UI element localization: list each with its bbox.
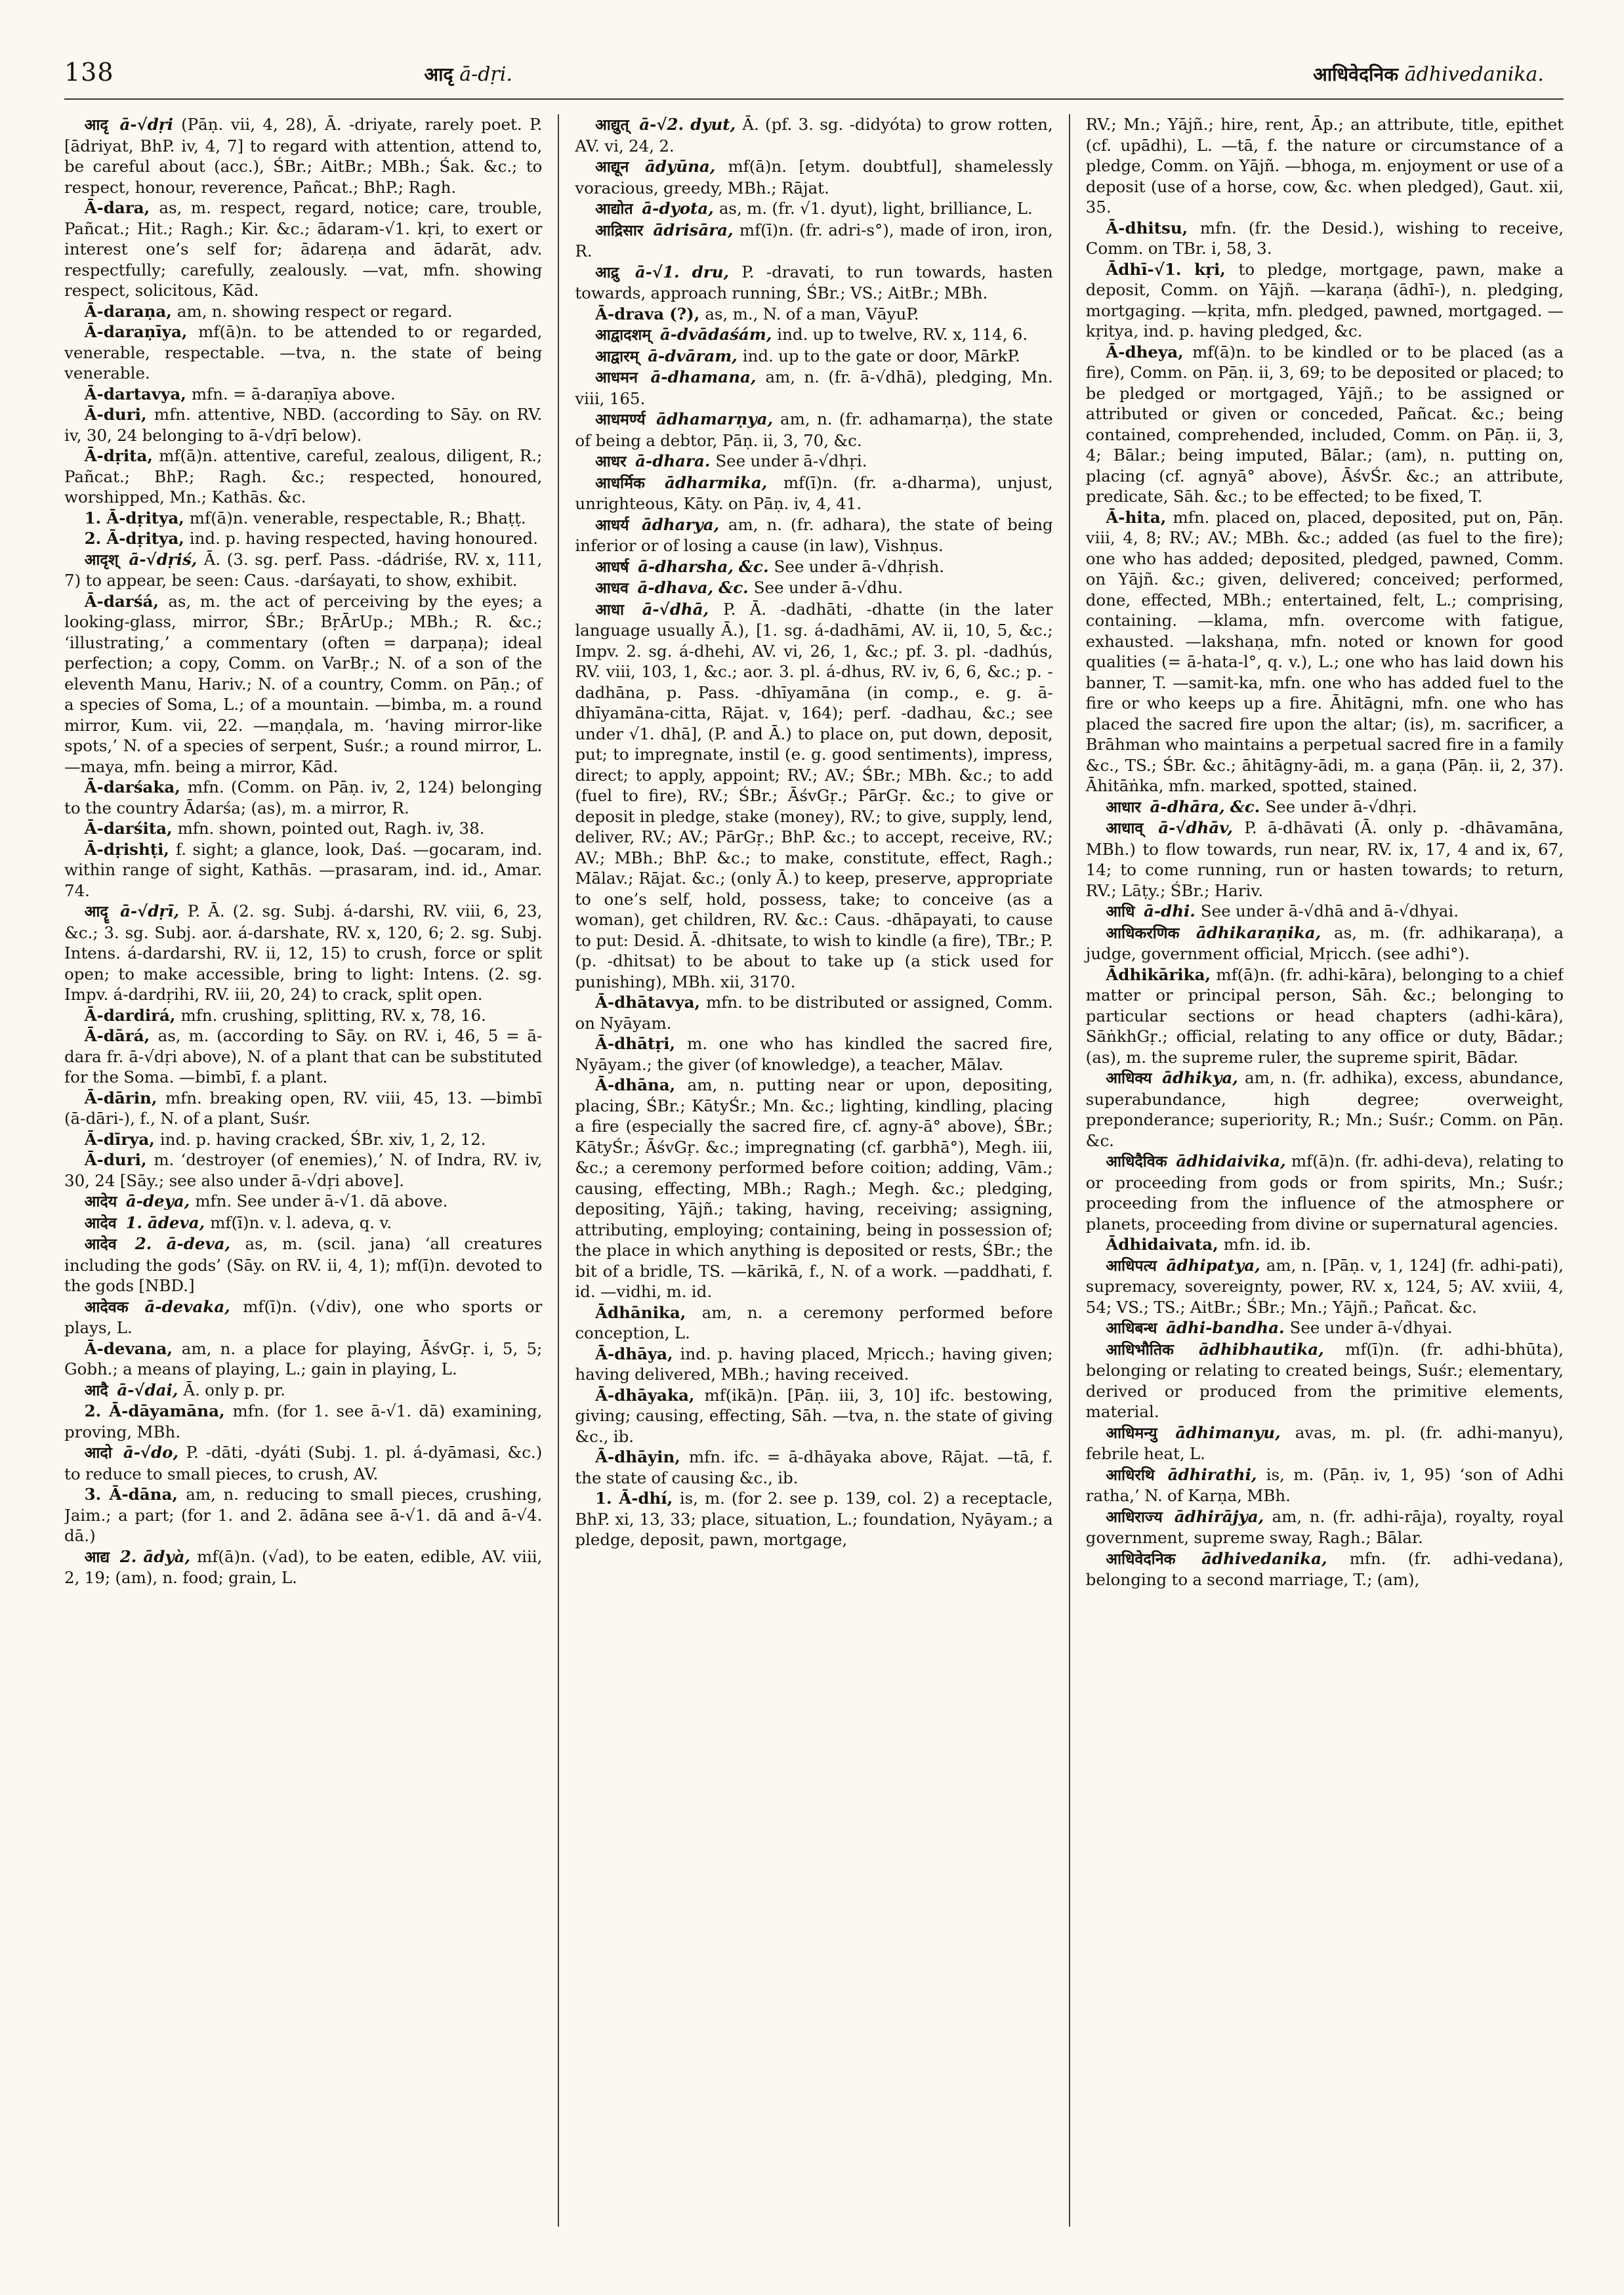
dictionary-entry (575, 262, 1052, 304)
dictionary-entry (1086, 901, 1564, 922)
dictionary-entry (64, 528, 542, 549)
dictionary-entry (575, 1447, 1052, 1488)
dictionary-entry (1086, 1506, 1564, 1548)
dictionary-entry (64, 384, 542, 405)
headword: Ā-dīrya, (84, 1129, 160, 1149)
entry-text: as, m. the act of perceiving by the eyes; a looking-glass, mirror, ŚBr.; BṛĀrUp.; MBh.; R. &c.; ‘illustrating,’ a commentary (often = darpaṇa); ideal perfection; a copy, Comm. on VarBṛ.; N. of a son of the eleventh Manu, Hariv.; N. of a country, Comm. on Pāṇ.; of a species of Soma, L.; of a mountain. —bimba, m. a round mirror, Kum. vii, 22. —maṇḍala, m. ‘having mirror-like spots,’ N. of a species of serpent, Suśr.; a round mirror, L. —maya, mfn. being a mirror, Kād. (64, 591, 543, 776)
headword: Ā-daraṇa, (84, 301, 177, 321)
headword: Ā-dartavya, (84, 384, 192, 403)
entry-text: See under ā-√dhṛi. (1265, 796, 1417, 816)
entry-text: am, n. (fr. adhi-rāja), royalty, royal government, supreme sway, Ragh.; Bālar. (1085, 1506, 1564, 1547)
devanagari-headword: आधर (594, 453, 632, 470)
entry-text: mfn. shown, pointed out, Ragh. iv, 38. (177, 819, 485, 838)
dictionary-entry (1086, 1255, 1564, 1318)
dictionary-entry (575, 198, 1052, 220)
entry-text: mfn. placed on, placed, deposited, put on, Pāṇ. viii, 4, 8; RV.; AV.; MBh. &c.; added (as fuel to the fire); one who has added; deposited, pledged, pawned, Comm. on Yājñ. &c.; given, delivered; conceived; performed, done, effected, MBh.; entertained, felt, L.; comprising, containing. —klama, mfn. overcome with fatigue, exhausted. —lakshaṇa, mfn. noted or known for good qualities (= ā-hata-l°, q. v.), L.; one who has laid down his banner, T. —samit-ka, mfn. one who has added fuel to the fire or who keeps up a fire. Āhitāgni, mfn. one who has placed the sacred fire upon the altar; (is), m. sacrificer, a Brāhman who maintains a perpetual sacred fire in a family &c., TS.; ŚBr. &c.; āhitāgny-ādi, m. a gaṇa (Pāṇ. ii, 2, 37). Āhitāṅka, mfn. marked, spotted, stained. (1085, 507, 1564, 795)
entry-text: ind. p. having respected, having honoured. (189, 529, 538, 548)
dictionary-entry (575, 1033, 1052, 1075)
devanagari-headword: आधिरथि (1106, 1466, 1164, 1484)
devanagari-headword: आधिक्य (1106, 1069, 1159, 1087)
headword: ā-dhava, &c. (637, 578, 754, 597)
headword: ā-√dṛiś, (129, 549, 204, 569)
headword: ā-dvādaśám, (659, 325, 778, 344)
headword: Ā-dheya, (1106, 342, 1193, 362)
headword: Ā-duri, (84, 1150, 154, 1169)
headword: 3. Ā-dāna, (84, 1485, 186, 1504)
devanagari-headword: आधर्मिक (594, 474, 661, 492)
entry-text: mf(ā)n. (fr. adhi-deva), relating to or proceeding from gods or from spirits, Mn.; Suśr.; proceeding from the influence of the atmosphere or planets, proceeding from divine or supernatural agencies. (1085, 1151, 1564, 1233)
entry-text: P. -dravati, to run towards, hasten towards, approach running, ŚBr.; VS.; AitBr.; MBh. (575, 262, 1053, 302)
entry-text: is, m. (for 2. see p. 139, col. 2) a receptacle, BhP. xi, 13, 33; place, situation, L.; foundation, Nyāyam.; a pledge, deposit, pawn, mortgage, (575, 1489, 1053, 1549)
entry-text: (Pāṇ. vii, 4, 28), Ā. -driyate, rarely poet. P. [ādriyat, BhP. iv, 4, 7] to regard with attention, attend to, be careful about (acc.), ŚBr.; AitBr.; MBh.; Śak. &c.; to respect, honour, reverence, Pañcat.; BhP.; Ragh. (64, 115, 543, 197)
column-1 (64, 114, 558, 2227)
devanagari-headword: आधाव् (1106, 819, 1155, 837)
entry-text: P. Ā. (2. sg. Subj. á-darshi, RV. viii, 6, 23, &c.; 3. sg. Subj. aor. á-darshate, RV. x, 120, 6; 2. sg. Subj. Intens. á-dardarshi, RV. ii, 12, 15) to crush, force or split open; to make accessible, bring to light: Intens. (2. sg. Impv. á-dardṛihi, RV. iii, 20, 24) to crack, split open. (64, 901, 543, 1004)
dictionary-entry (1086, 1151, 1564, 1234)
entry-text: am, n. [Pāṇ. v, 1, 124] (fr. adhi-pati), supremacy, sovereignty, power, RV. x, 124, 5; AV. xviii, 4, 54; VS.; TS.; AitBr.; ŚBr.; Mn.; Yājñ.; Pañcat. &c. (1085, 1255, 1564, 1317)
devanagari-headword: आदो (84, 1444, 119, 1462)
entry-text: mfn. id. ib. (1223, 1235, 1311, 1254)
headword: ā-dhāra, &c. (1150, 796, 1266, 816)
headword: ā-√1. dru, (635, 262, 742, 281)
entry-text: ind. up to twelve, RV. x, 114, 6. (777, 325, 1028, 344)
entry-text: is, m. (Pāṇ. iv, 1, 95) ‘son of Adhi ratha,’ N. of Karṇa, MBh. (1085, 1464, 1564, 1505)
devanagari-headword: आदेव (84, 1214, 122, 1232)
entry-text: P. ā-dhāvati (Ā. only p. -dhāvamāna, MBh.) to flow towards, run near, RV. ix, 17, 4 and ix, 67, 14; to come running, run or hasten towards; to return, RV.; Lāṭy.; ŚBr.; Hariv. (1085, 818, 1564, 900)
dictionary-entry (64, 1484, 542, 1546)
dictionary-entry (64, 301, 542, 322)
dictionary-entry (64, 1338, 542, 1380)
headword: Ā-darśita, (84, 819, 178, 838)
dictionary-entry (64, 1442, 542, 1484)
headword: Ā-daraṇīya, (84, 322, 199, 341)
entry-text: mf(ā)n. (√ad), to be eaten, edible, AV. viii, 2, 19; (am), n. food; grain, L. (64, 1546, 543, 1587)
dictionary-entry (64, 839, 542, 901)
dictionary-entry (575, 514, 1052, 556)
headword: Ā-dhāyaka, (594, 1385, 705, 1405)
headword-transliteration: ādhivedanika. (1404, 63, 1544, 86)
devanagari-headword: आदेय (84, 1193, 122, 1210)
headword: ādharmika, (665, 472, 783, 492)
dictionary-entry (575, 1344, 1052, 1385)
entry-text: See under ā-√dhā and ā-√dhyai. (1200, 901, 1459, 920)
dictionary-entry (64, 508, 542, 529)
devanagari-headword: आधार (1106, 798, 1146, 816)
headword: Ā-dṛita, (84, 446, 159, 465)
dictionary-entry (64, 1005, 542, 1026)
header-last-word (874, 62, 1564, 87)
dictionary-entry (1086, 1422, 1564, 1464)
dictionary-entry (575, 114, 1052, 156)
devanagari-headword: आधमर्ण्य (594, 411, 653, 428)
devanagari-headword: आद्युत् (594, 116, 636, 134)
headword: Ā-dārá, (84, 1026, 158, 1045)
dictionary-entry (64, 404, 542, 445)
dictionary-entry (1086, 964, 1564, 1068)
headword: Ā-darśaka, (84, 777, 188, 796)
headword: ā-deya, (125, 1191, 196, 1210)
headword: ādrisāra, (653, 220, 739, 239)
headword: Ā-hita, (1106, 507, 1173, 527)
entry-text: am, n. reducing to small pieces, crushing, Jaim.; a part; (for 1. and 2. ādāna see ā-√1. dā and ā-√4. dā.) (64, 1485, 543, 1545)
entry-text: to pledge, mortgage, pawn, make a deposit, Comm. on Yājñ. —karaṇa (ādhī-), n. pledging, mortgaging. —kṛita, mfn. pledged, pawned, mortgaged. —kṛitya, ind. p. having pledged, &c. (1085, 259, 1564, 341)
headword: Ā-dṛishṭi, (84, 839, 177, 859)
headword: ādhirājya, (1174, 1506, 1272, 1526)
dictionary-entry (64, 777, 542, 818)
entry-text: mf(ā)n. venerable, respectable, R.; Bhaṭṭ. (189, 508, 526, 527)
devanagari-headword: आधमन (594, 369, 647, 386)
entry-text: am, n. (fr. adhika), excess, abundance, superabundance, high degree; overweight, preponderance; superiority, R.; Mn.; Suśr.; Comm. on Pāṇ. &c. (1085, 1068, 1564, 1150)
entry-text: mf(ī)n. (fr. adri-s°), made of iron, iron, R. (575, 220, 1053, 260)
devanagari-headword: आधा (594, 600, 638, 619)
entry-text: am, n. a ceremony performed before conception, L. (575, 1302, 1053, 1342)
headword: Ā-drava (?), (594, 304, 705, 323)
devanagari-headword: आधिवेदनिक (1106, 1550, 1198, 1568)
entry-text: as, m. (fr. √1. dyut), light, brilliance, L. (718, 199, 1033, 218)
dictionary-entry (1086, 218, 1564, 259)
entry-text: mfn. to be distributed or assigned, Comm. on Nyāyam. (575, 993, 1053, 1033)
entry-text: Ā. (pf. 3. sg. -didyóta) to grow rotten, AV. vi, 24, 2. (575, 115, 1053, 155)
dictionary-entry (575, 324, 1052, 346)
headword: ā-√do, (123, 1443, 186, 1462)
entry-text: mfn. (for 1. see ā-√1. dā) examining, proving, MBh. (64, 1401, 543, 1441)
devanagari-headword: आधिभौतिक (1106, 1340, 1195, 1359)
entry-text: mfn. (Comm. on Pāṇ. iv, 2, 124) belonging to the country Ādarśa; (as), m. a mirror, R. (64, 777, 543, 817)
dictionary-entry (575, 451, 1052, 472)
header-first-word (424, 62, 874, 87)
entry-text: am, n. (fr. adhara), the state of being inferior or of losing a cause (in law), Vishṇus. (575, 514, 1053, 555)
headword: 2. ādyà, (119, 1546, 198, 1566)
entry-text: See under ā-√dhyai. (1289, 1318, 1453, 1337)
devanagari-headword: आद्वारम् (594, 347, 644, 365)
devanagari-headword: आधर्ष (594, 558, 635, 576)
entry-text: See under ā-√dhṛish. (774, 556, 945, 576)
entry-text: mf(ī)n. (fr. adhi-bhūta), belonging or relating to created beings, Suśr.; elementary, derived or produced from the primitive elements, material. (1085, 1339, 1564, 1421)
headword: 1. Ā-dṛitya, (84, 508, 190, 527)
headword: Ā-dārin, (84, 1088, 165, 1107)
headword: Ā-darśá, (84, 591, 169, 611)
headword: ā-dvāram, (648, 346, 743, 365)
entry-text: P. -dāti, -dyáti (Subj. 1. pl. á-dyāmasi, &c.) to reduce to small pieces, to crush, AV. (64, 1443, 543, 1483)
entry-text: Ā. only p. pr. (183, 1380, 285, 1399)
dictionary-entry (64, 591, 542, 777)
dictionary-entry (575, 556, 1052, 578)
headword: Ā-dhāyin, (594, 1447, 689, 1466)
entry-text: mf(ā)n. to be attended to or regarded, venerable, respectable. —tva, n. the state of being venerable. (64, 322, 543, 382)
dictionary-entry (575, 1075, 1052, 1302)
dictionary-entry (575, 577, 1052, 599)
dictionary-entry (64, 114, 542, 197)
page-number: 138 (64, 58, 114, 87)
headword: Ā-devana, (84, 1338, 182, 1358)
headword: ā-dyota, (642, 199, 719, 218)
dictionary-entry (64, 321, 542, 384)
headword: ādhimanyu, (1175, 1422, 1295, 1442)
dictionary-entry (64, 1296, 542, 1338)
headword: Ā-dhātṛi, (594, 1034, 688, 1053)
devanagari-headword: आद्य (84, 1548, 116, 1566)
dictionary-entry (575, 156, 1052, 198)
dictionary-entry (1086, 1464, 1564, 1506)
devanagari-headword: आद्योत (594, 200, 638, 218)
entry-text: m. one who has kindled the sacred fire, Nyāyam.; the giver (of knowledge), a teacher, Mālav. (575, 1034, 1053, 1074)
dictionary-entry (64, 445, 542, 508)
devanagari-headword: आधिपत्य (1106, 1256, 1163, 1275)
dictionary-entry (1086, 507, 1564, 796)
headword: Ādhī-√1. kṛi, (1106, 259, 1239, 279)
entry-text: as, m. (fr. adhikaraṇa), a judge, government official, Mṛicch. (see adhi°). (1085, 922, 1564, 963)
headword: Ā-dhitsu, (1106, 218, 1200, 238)
dictionary-entry (64, 1025, 542, 1088)
headword: ā-√dai, (117, 1380, 184, 1399)
dictionary-entry (1086, 1548, 1564, 1590)
headword: ādhikya, (1162, 1068, 1245, 1087)
dictionary-entry (1086, 342, 1564, 507)
devanagari-headword: आदै (84, 1381, 114, 1399)
devanagari-headword: आधिराज्य (1106, 1508, 1171, 1526)
headword: 1. Ā-dhí, (594, 1489, 680, 1508)
headword: ā-√dhāv, (1158, 818, 1245, 837)
devanagari-headword: आदॄ (84, 903, 117, 920)
headword: ā-√dhā, (642, 599, 724, 619)
headword: Ādhidaivata, (1106, 1235, 1224, 1254)
dictionary-entry (575, 472, 1052, 514)
headword: ādhi-bandha. (1166, 1318, 1290, 1337)
entry-text: mf(ā)n. attentive, careful, zealous, diligent, R.; Pañcat.; BhP.; Ragh. &c.; respected, honoured, worshipped, Mn.; Kathās. &c. (64, 446, 543, 507)
dictionary-entry (64, 1088, 542, 1129)
devanagari-headword: आदेवक (84, 1298, 141, 1316)
entry-text: m. ‘destroyer (of enemies),’ N. of Indra, RV. iv, 30, 24 [Sāy.; see also under ā-√dṛi above]. (64, 1150, 543, 1190)
dictionary-entry (64, 1546, 542, 1588)
dictionary-entry (1086, 817, 1564, 901)
headword: ā-√dṛi (119, 115, 182, 134)
dictionary-entry (1086, 796, 1564, 818)
dictionary-entry (575, 992, 1052, 1033)
entry-text: mfn. attentive, NBD. (according to Sāy. on RV. iv, 30, 24 belonging to ā-√dṛī below). (64, 405, 543, 445)
entry-text: f. sight; a glance, look, Daś. —gocaram, ind. within range of sight, Kathās. —prasaram, ind. id., Amar. 74. (64, 839, 543, 900)
devanagari-headword: आधिवेदनिक (1313, 64, 1399, 85)
dictionary-entry (575, 409, 1052, 451)
entry-text: am, n. showing respect or regard. (177, 301, 453, 321)
entry-text: mf(ikā)n. [Pāṇ. iii, 3, 10] ifc. bestowing, giving; causing, effecting, Sāh. —tva, n. the state of giving &c., ib. (575, 1385, 1053, 1446)
entry-text: mfn. = ā-daraṇīya above. (191, 384, 396, 403)
devanagari-headword: आदृ (84, 116, 116, 134)
headword: ā-√dṛī, (120, 901, 188, 920)
headword: Ā-dhāya, (594, 1344, 680, 1363)
dictionary-entry (64, 901, 542, 1005)
headword: ā-dhamana, (650, 367, 766, 386)
dictionary-entry (64, 1191, 542, 1212)
entry-text: mf(ā)n. to be kindled or to be placed (as a fire), Comm. on Pāṇ. ii, 3, 69; to be deposited or placed; to be pledged or mortgaged, Yājñ.; to be assigned or attributed or given or conceded, Pañcat. &c.; being contained, comprehended, included, Comm. on Pāṇ. ii, 3, 4; Bālar.; being imputed, Bālar.; (am), n. putting on, placing (cf. agnyā° above), ĀśvŚr. &c.; an attribute, predicate, Sāh. &c.; to be effected; to be fixed, T. (1085, 342, 1564, 506)
dictionary-entry (575, 599, 1052, 993)
dictionary-entry (1086, 922, 1564, 964)
entry-text: mf(ā)n. (fr. adhi-kāra), belonging to a chief matter or principal person, Sāh. &c.; belonging to particular sections or head chapters (adhi-kāra), SāṅkhGṛ.; official, relating to any office or duty, Bādar.; (as), m. the supreme ruler, the supreme spirit, Bādar. (1085, 964, 1564, 1067)
devanagari-headword: आधिदैविक (1106, 1153, 1173, 1170)
headword: Ā-dardirá, (84, 1005, 181, 1025)
headword: 2. ā-deva, (135, 1234, 245, 1253)
entry-text: am, n. a place for playing, ĀśvGṛ. i, 5, 5; Gobh.; a means of playing, L.; gain in playing, L. (64, 1338, 543, 1378)
entry-text: See under ā-√dhṛi. (715, 451, 867, 470)
headword: Ā-dhāna, (594, 1075, 688, 1094)
devanagari-headword: आद्रिसार (594, 221, 650, 239)
dictionary-entry (64, 1233, 542, 1296)
entry-text: mfn. (fr. adhi-vedana), belonging to a second marriage, T.; (am), (1085, 1548, 1564, 1589)
dictionary-entry (64, 818, 542, 839)
headword: ādyūna, (645, 157, 728, 176)
devanagari-headword: आदृ (424, 64, 453, 85)
dictionary-entry (64, 197, 542, 301)
dictionary-entry (1086, 1339, 1564, 1422)
headword: ādharya, (641, 514, 728, 534)
entry-text: Ā. (3. sg. perf. Pass. -dádriśe, RV. x, 111, 7) to appear, be seen: Caus. -darśayati, to show, exhibit. (64, 549, 543, 590)
headword: ādhamarṇya, (656, 409, 781, 428)
headword: ādhipatya, (1166, 1255, 1266, 1275)
dictionary-entry (1086, 1234, 1564, 1255)
dictionary-entry (575, 1385, 1052, 1447)
header-divider-rule (64, 98, 1564, 100)
entry-text: mfn. (fr. the Desid.), wishing to receive, Comm. on TBr. i, 58, 3. (1085, 218, 1564, 258)
devanagari-headword: आधिमन्यु (1106, 1424, 1172, 1442)
devanagari-headword: आदृश् (84, 550, 125, 569)
devanagari-headword: आधव (594, 579, 634, 597)
headword: ādhidaivika, (1176, 1151, 1291, 1170)
headword: ā-√2. dyut, (639, 115, 743, 134)
devanagari-headword: आद्यून (594, 158, 642, 176)
dictionary-entry (1086, 259, 1564, 342)
dictionary-entry (64, 549, 542, 591)
dictionary-entry (1086, 114, 1564, 218)
entry-text: mf(ī)n. (fr. a-dharma), unjust, unrighteous, Kāty. on Pāṇ. iv, 4, 41. (575, 472, 1053, 513)
dictionary-entry (64, 1212, 542, 1234)
headword: ā-devaka, (144, 1296, 243, 1316)
entry-text: mfn. ifc. = ā-dhāyaka above, Rājat. —tā, f. the state of causing &c., ib. (575, 1447, 1053, 1487)
entry-text: ind. p. having placed, Mṛicch.; having given; having delivered, MBh.; having received. (575, 1344, 1053, 1384)
dictionary-entry (64, 1129, 542, 1150)
headword: ā-dharsha, &c. (638, 556, 774, 576)
dictionary-entry (575, 1302, 1052, 1344)
entry-text: mfn. crushing, splitting, RV. x, 78, 16. (180, 1005, 486, 1025)
entry-text: mf(ī)n. v. l. adeva, q. v. (210, 1212, 392, 1232)
entry-text: ind. p. having cracked, ŚBr. xiv, 1, 2, 12. (159, 1129, 486, 1149)
column-3 (1069, 114, 1564, 2227)
running-head (64, 58, 1564, 93)
headword: Ā-dhātavya, (594, 993, 707, 1012)
dictionary-entry (64, 1401, 542, 1442)
entry-text: RV.; Mn.; Yājñ.; hire, rent, Āp.; an attribute, title, epithet (cf. upādhi), L. —tā, f. the nature or circumstance of a pledge, Comm. on Yājñ. —bhoga, m. enjoyment or use of a deposit (use of a horse, cow, &c. when pledged), Gaut. xii, 35. (1085, 115, 1564, 217)
headword: 2. Ā-dṛitya, (84, 529, 190, 548)
entry-text: as, m., N. of a man, VāyuP. (705, 304, 919, 323)
dictionary-entry (1086, 1317, 1564, 1339)
column-2 (558, 114, 1068, 2227)
dictionary-entry (575, 367, 1052, 409)
dictionary-entry (575, 304, 1052, 325)
headword: ā-dhara. (635, 451, 716, 470)
devanagari-headword: आधिकरणिक (1106, 924, 1192, 942)
headword: 2. Ā-dāyamāna, (84, 1401, 233, 1420)
entry-text: as, m. (scil. jana) ‘all creatures including the gods’ (Sāy. on RV. ii, 4, 1); mf(ī)n. devoted to the gods [NBD.] (64, 1234, 543, 1295)
headword: Ādhānika, (594, 1302, 702, 1322)
entry-text: P. Ā. -dadhāti, -dhatte (in the later language usually Ā.), [1. sg. á-dadhāmi, AV. ii, 10, 5, &c.; Impv. 2. sg. á-dhehi, AV. vi, 26, 1, &c.; pf. 3. pl. -dadhús, RV. viii, 103, 1, &c.; aor. 3. pl. á-dhus, RV. iv, 6, 6, &c.; p. -dadhāna, p. Pass. -dhīyamāna (in comp., e. g. ā-dhīyamāna-citta, Rājat. v, 164); perf. -dadhau, &c.; see under √1. dhā], (P. and Ā.) to place on, put down, deposit, put; to impregnate, instil (e. g. good sentiments), impress, direct; to apply, appoint; RV.; AV.; ŚBr.; MBh. &c.; to add (fuel to fire), RV.; ŚBr.; ĀśvGṛ.; PārGṛ. &c.; to give or deposit in pledge, stake (money), RV.; to give, supply, lend, deliver, RV.; AV.; PārGṛ.; BhP. &c.; to accept, receive, RV.; AV.; MBh.; BhP. &c.; to make, constitute, effect, Ragh.; Mālav.; Rājat. &c.; (only Ā.) to keep, preserve, appropriate to one’s self, hold, possess, take; to conceive (as a woman), get children, RV. &c.: Caus. -dhāpayati, to cause to put: Desid. Ā. -dhitsate, to wish to kindle (a fire), TBr.; P. (p. -dhitsat) to be about to take up (a stick used for punishing), MBh. xii, 3170. (575, 599, 1053, 991)
entry-text: See under ā-√dhu. (753, 578, 904, 597)
entry-text: mfn. breaking open, RV. viii, 45, 13. —bimbī (ā-dāri-), f., N. of a plant, Suśr. (64, 1088, 543, 1128)
entry-text: mfn. See under ā-√1. dā above. (195, 1191, 448, 1210)
entry-text: as, m. (according to Sāy. on RV. i, 46, 5 = ā-dara fr. ā-√dṛi above), N. of a plant that can be substituted for the Soma. —bimbī, f. a plant. (64, 1026, 543, 1086)
entry-text: am, n. (fr. adhamarṇa), the state of being a debtor, Pāṇ. ii, 3, 70, &c. (575, 409, 1053, 450)
headword: ā-dhi. (1144, 901, 1201, 920)
headword: Ādhikārika, (1106, 964, 1217, 984)
dictionary-entry (575, 346, 1052, 367)
dictionary-entry (575, 220, 1052, 262)
headword: 1. ādeva, (125, 1212, 211, 1232)
entry-text: avas, m. pl. (fr. adhi-manyu), febrile heat, L. (1085, 1422, 1564, 1463)
devanagari-headword: आधर्य (594, 516, 638, 534)
dictionary-entry (64, 1149, 542, 1191)
devanagari-headword: आद्रु (594, 263, 631, 281)
entry-text: mf(ī)n. (√div), one who sports or plays, L. (64, 1296, 543, 1337)
entry-text: as, m. respect, regard, notice; care, trouble, Pañcat.; Hit.; Ragh.; Kir. &c.; ādaram-√1. kṛi, to exert or interest one’s self for; ādareṇa and ādarāt, adv. respectfully; carefully, zealously. —vat, mfn. showing respect, solicitous, Kād. (64, 198, 543, 300)
headword: ādhikaraṇika, (1196, 922, 1335, 942)
entry-text: am, n. putting near or upon, depositing, placing, ŚBr.; KātyŚr.; Mn. &c.; lighting, kindling, placing a fire (especially the sacred fire, cf. agny-ā° above), ŚBr.; KātyŚr.; ĀśvGṛ. &c.; impregnating (cf. garbhā°), Megh. iii, &c.; a ceremony performed before coition; adding, Vām.; causing, effecting, MBh.; Ragh.; Megh. &c.; pledging, depositing, Yājñ.; taking, having, receiving; assigning, attributing, employing; containing, being in possession of; the place in which anything is deposited or rests, ŚBr.; the bit of a bridle, TS. —kārikā, f., N. of a work. —paddhati, f. id. —vidhi, m. id. (575, 1075, 1053, 1301)
headword-transliteration: ā-dṛi. (459, 63, 512, 86)
devanagari-headword: आधि (1106, 903, 1140, 920)
devanagari-headword: आदेव (84, 1235, 131, 1253)
headword: ādhibhautika, (1198, 1339, 1346, 1359)
dictionary-entry (575, 1488, 1052, 1550)
dictionary-entry (64, 1380, 542, 1401)
entry-text: am, n. (fr. ā-√dhā), pledging, Mn. viii, 165. (575, 367, 1053, 408)
entry-text: mf(ā)n. [etym. doubtful], shamelessly voracious, greedy, MBh.; Rājat. (575, 157, 1053, 197)
headword: Ā-dara, (84, 198, 159, 217)
text-columns (64, 114, 1564, 2227)
headword: Ā-duri, (84, 405, 154, 424)
headword: ādhirathi, (1167, 1464, 1266, 1484)
headword: ādhivedanika, (1201, 1548, 1350, 1568)
devanagari-headword: आद्वादशम् (594, 326, 656, 344)
devanagari-headword: आधिबन्ध (1106, 1319, 1163, 1337)
entry-text: ind. up to the gate or door, MārkP. (742, 346, 1020, 365)
dictionary-entry (1086, 1067, 1564, 1151)
